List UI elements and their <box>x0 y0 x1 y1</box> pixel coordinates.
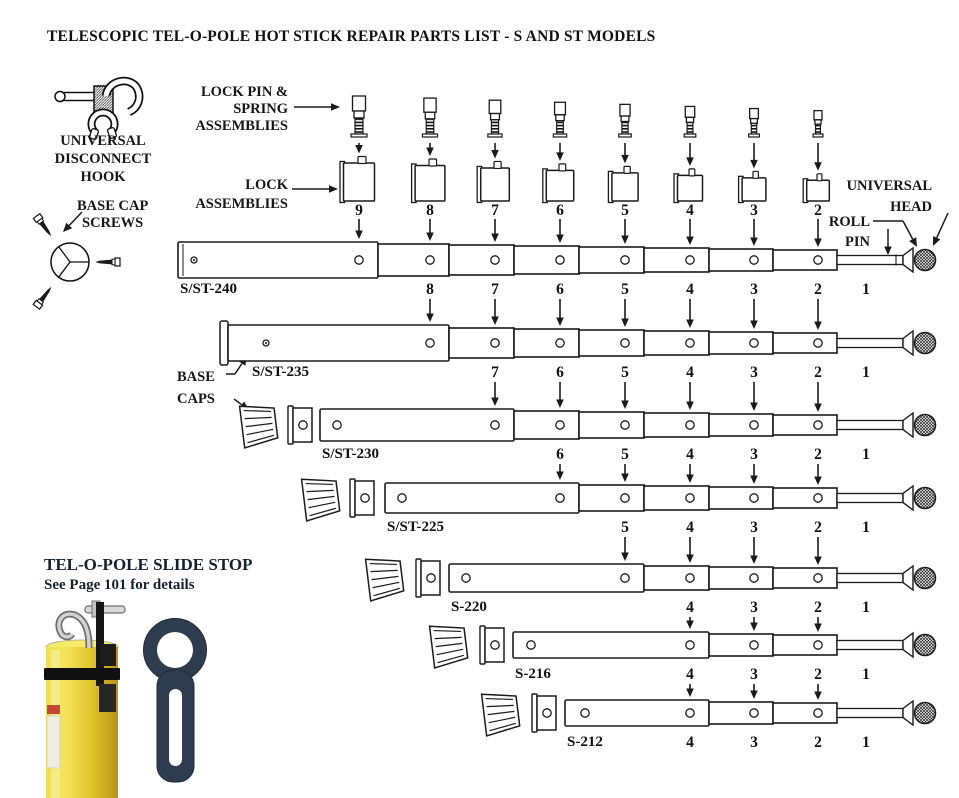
lock-pin-spring-assembly-icon <box>749 109 760 137</box>
pole-section-number: 2 <box>814 281 822 298</box>
base-cap-icon <box>430 622 469 668</box>
flow-arrow <box>621 219 629 244</box>
pole-section-number: 4 <box>686 734 694 751</box>
pole-section-number: 2 <box>814 734 822 751</box>
lock-assembly-number: 7 <box>491 202 499 219</box>
label-line: ASSEMBLIES <box>195 196 288 212</box>
generated-diagram <box>178 96 936 736</box>
lock-assembly-number: 3 <box>750 202 758 219</box>
base-cap-icon <box>302 475 341 521</box>
pole-section-number: 3 <box>750 281 758 298</box>
pole-s-st-225 <box>302 475 903 521</box>
slide-stop-tool-icon <box>144 619 207 783</box>
lock-pin-spring-assemblies-label <box>168 84 288 135</box>
lock-assembly-number: 8 <box>426 202 434 219</box>
pole-s-216 <box>430 622 903 668</box>
pole-model-label: S/ST-240 <box>180 281 237 297</box>
lock-assembly-number: 5 <box>621 202 629 219</box>
pole-s-st-240 <box>178 242 903 278</box>
label-line: HOOK <box>80 169 126 185</box>
pole-s-st-235 <box>220 321 903 365</box>
pole-section-number: 2 <box>814 666 822 683</box>
lock-pin-spring-assembly-icon <box>553 102 566 137</box>
pole-section-number: 6 <box>556 364 564 381</box>
universal-head-icon <box>903 331 936 355</box>
page-title: TELESCOPIC TEL-O-POLE HOT STICK REPAIR PARTS LIST - S AND ST MODELS <box>47 28 656 45</box>
flow-arrow <box>426 143 434 156</box>
flow-arrow <box>426 299 822 330</box>
pole-section-number: 4 <box>686 519 694 536</box>
label-line: LOCK PIN & <box>201 84 288 100</box>
pole-section-number: 2 <box>814 599 822 616</box>
pole-section-number: 1 <box>862 281 870 298</box>
lock-assembly-icon <box>739 171 766 202</box>
pole-section-number: 4 <box>686 446 694 463</box>
universal-head-icon <box>903 701 936 725</box>
lock-assembly-number: 9 <box>355 202 363 219</box>
flow-arrow <box>621 143 629 163</box>
pole-model-label: S/ST-225 <box>387 519 444 535</box>
lock-assembly-icon <box>803 174 829 203</box>
pole-section-number: 3 <box>750 446 758 463</box>
pole-section-number: 1 <box>862 519 870 536</box>
flow-arrow <box>750 143 758 168</box>
label-line: CAPS <box>177 391 215 407</box>
label-line: SCREWS <box>82 215 144 231</box>
label-line: DISCONNECT <box>54 151 152 167</box>
pole-section-number: 3 <box>750 519 758 536</box>
pole-section-number: 3 <box>750 734 758 751</box>
pole-section-number: 2 <box>814 364 822 381</box>
flow-arrow <box>814 143 822 171</box>
lock-assembly-icon <box>543 164 574 203</box>
slide-stop-photo <box>44 601 125 798</box>
lock-assemblies-label <box>168 176 288 214</box>
slide-stop-subtitle: See Page 101 for details <box>44 577 195 593</box>
flow-arrow <box>355 219 363 239</box>
pole-section-number: 1 <box>862 666 870 683</box>
lock-pin-spring-assembly-icon <box>422 98 437 137</box>
flow-arrow <box>491 382 822 412</box>
lock-pin-spring-assembly-icon <box>684 106 696 137</box>
flow-arrow <box>556 143 564 161</box>
pole-section-number: 4 <box>686 364 694 381</box>
base-caps-label <box>177 366 215 410</box>
pole-section-number: 5 <box>621 519 629 536</box>
flow-arrow <box>491 219 499 242</box>
pole-section-number: 1 <box>862 599 870 616</box>
label-line: UNIVERSAL <box>60 133 146 149</box>
flow-arrow <box>426 219 434 241</box>
lock-pin-spring-assembly-icon <box>488 100 502 137</box>
pole-s-220 <box>366 555 903 601</box>
universal-disconnect-hook-label <box>38 132 168 186</box>
lock-assembly-icon <box>674 169 703 203</box>
lock-pin-spring-assembly-icon <box>813 111 823 137</box>
pole-section-number: 1 <box>862 364 870 381</box>
pole-model-label: S-212 <box>567 734 603 750</box>
base-cap-icon <box>482 690 521 736</box>
pole-section-number: 6 <box>556 446 564 463</box>
pole-section-number: 4 <box>686 666 694 683</box>
pole-section-number: 3 <box>750 599 758 616</box>
pole-section-number: 3 <box>750 364 758 381</box>
label-line: BASE CAP <box>77 198 149 214</box>
strap-band <box>44 668 120 680</box>
universal-head-icon <box>903 413 936 437</box>
pole-model-label: S/ST-235 <box>252 364 309 380</box>
flow-arrow <box>491 143 499 158</box>
label-line: LOCK <box>245 177 288 193</box>
pole-section-number: 6 <box>556 281 564 298</box>
pole-section-number: 5 <box>621 446 629 463</box>
label-line: ROLL <box>828 214 870 230</box>
lock-assembly-icon <box>608 166 638 202</box>
universal-head-icon <box>903 486 936 510</box>
base-cap-icon <box>366 555 405 601</box>
lock-assembly-icon <box>340 157 375 203</box>
pole-section-number: 7 <box>491 281 499 298</box>
pole-section-number: 5 <box>621 281 629 298</box>
lock-assembly-number: 2 <box>814 202 822 219</box>
pole-section-number: 1 <box>862 446 870 463</box>
label-line: HEAD <box>890 199 932 215</box>
flow-arrow <box>621 537 822 565</box>
flow-arrow <box>686 219 694 245</box>
base-cap-screws-label <box>77 198 148 232</box>
pole-model-label: S-220 <box>451 599 487 615</box>
flow-arrow <box>556 219 564 243</box>
pole-s-212 <box>482 690 903 736</box>
label-line: BASE <box>177 369 215 385</box>
lock-pin-spring-assembly-icon <box>351 96 367 137</box>
flow-arrow <box>686 684 822 700</box>
flow-arrow <box>355 143 363 154</box>
pole-model-label: S-216 <box>515 666 551 682</box>
universal-head-icon <box>903 566 936 590</box>
flow-arrow <box>686 617 822 632</box>
label-line: UNIVERSAL <box>846 178 932 194</box>
base-cap-screw-icon <box>33 284 54 309</box>
pole-s-st-230 <box>240 402 903 448</box>
flow-arrow <box>686 143 694 166</box>
pole-model-label: S/ST-230 <box>322 446 379 462</box>
pole-section-number: 1 <box>862 734 870 751</box>
lock-pin-spring-assembly-icon <box>619 104 631 137</box>
slide-stop-title: TEL-O-POLE SLIDE STOP <box>44 555 253 574</box>
lock-assembly-number: 4 <box>686 202 694 219</box>
pole-section-number: 3 <box>750 666 758 683</box>
lock-assembly-icon <box>412 159 445 203</box>
universal-head-icon <box>903 633 936 657</box>
label-line: SPRING <box>233 101 288 117</box>
pole-section-number: 8 <box>426 281 434 298</box>
label-line: PIN <box>845 234 870 250</box>
pole-section-number: 4 <box>686 281 694 298</box>
lock-assembly-icon <box>477 161 509 202</box>
lock-assembly-number: 6 <box>556 202 564 219</box>
pole-section-number: 2 <box>814 446 822 463</box>
pole-section-number: 4 <box>686 599 694 616</box>
universal-head-icon <box>903 248 936 272</box>
flow-arrow <box>556 464 822 485</box>
base-cap-icon <box>240 402 279 448</box>
pole-section-number: 5 <box>621 364 629 381</box>
label-line: ASSEMBLIES <box>195 118 288 134</box>
flow-arrow <box>750 219 758 246</box>
pole-section-number: 7 <box>491 364 499 381</box>
base-cap-screw-icon <box>33 214 54 239</box>
pole-section-number: 2 <box>814 519 822 536</box>
base-cap-screw-icon <box>95 258 120 266</box>
